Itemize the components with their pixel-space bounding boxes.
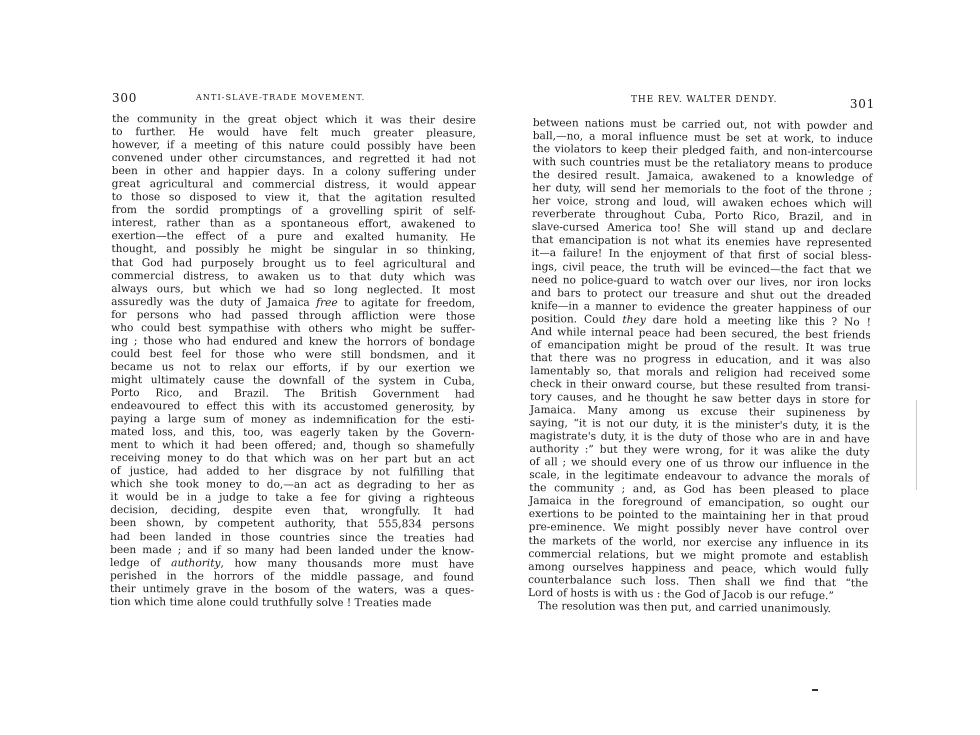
right-running-head xyxy=(535,93,875,111)
text-line: assuredly was the duty of Jamaica free to agitate for freedom, xyxy=(111,295,476,310)
text-line: the violators to keep their pledged faith, and non-intercourse xyxy=(532,143,873,159)
text-line: to further. He would have felt much greater pleasure, xyxy=(111,126,476,140)
text-line: need no police-guard to watch over our lives, nor iron locks xyxy=(531,273,872,290)
text-line: convened under other circumstances, and regretted it had not xyxy=(111,152,476,166)
left-running-head xyxy=(112,93,474,107)
text-line: their untimely grave in the bosom of the waters, was a ques- xyxy=(109,582,474,597)
text-line: thought, and possibly he might be singular in so thinking, xyxy=(111,243,476,258)
text-line: slave-cursed America too! She will stand up and declare xyxy=(531,221,872,237)
left-body-text xyxy=(110,113,476,610)
text-line: which she took money to do,—an act as degrading to her as xyxy=(110,478,475,492)
text-line: became us not to relax our efforts, if by our exertion we xyxy=(110,360,475,375)
text-line: Jamaica in the foreground of emancipation, so ought our xyxy=(528,495,870,511)
text-line: magistrate's duty, it is the duty of those who are in and have xyxy=(529,430,870,446)
text-line: that there was no progress in education, and it was also xyxy=(530,351,871,368)
text-line: to those so disposed to view it, that the agitation resulted xyxy=(111,191,476,205)
text-line: of justice, had added to her disgrace by not fulfilling that xyxy=(110,465,475,479)
text-line: of emancipation might be proud of the result. It was true xyxy=(530,338,871,355)
text-line: reverberate throughout Cuba, Porto Rico, Brazil, and in xyxy=(531,208,873,224)
text-line: it—a failure! In the enjoyment of that first of social bless- xyxy=(531,247,872,264)
text-line: counterbalance such loss. Then shall we find that “the xyxy=(528,573,869,590)
text-line: commercial relations, but we might promote and establish xyxy=(528,547,869,564)
text-line: mated loss, and this, too, was eagerly taken by the Govern- xyxy=(110,426,475,440)
text-line: that God had purposely brought us to feel agricultural and xyxy=(111,256,476,271)
text-line: tion which time alone could truthfully solve ! Treaties made xyxy=(109,595,432,610)
text-line: commercial distress, to awaken us to that duty which was xyxy=(111,269,476,284)
text-line: ings, civil peace, the truth will be evinced—the fact that we xyxy=(531,260,872,277)
text-line: check in their onward course, but these resulted from transi- xyxy=(530,377,871,394)
text-line: Lord of hosts is with us : the God of Jacob is our refuge.” xyxy=(527,586,834,602)
text-line: Porto Rico, and Brazil. The British Government had xyxy=(110,386,475,401)
text-line: from the sordid promptings of a grovelling spirit of self- xyxy=(111,204,476,218)
text-line: endeavoured to effect this with its accustomed generosity, by xyxy=(110,400,475,414)
text-line: ball,—no, a moral influence must be set at work, to induce xyxy=(532,130,873,146)
text-line: scale, in the legitimate endeavour to advance the morals of xyxy=(529,469,870,485)
text-line: who could best sympathise with others who might be suffer- xyxy=(111,321,476,336)
text-line: the desired result. Jamaica, awakened to a knowledge of xyxy=(532,169,873,185)
text-line: saying, “it is not our duty, it is the minister's duty, it is the xyxy=(529,417,870,433)
text-line: been in other and happier days. In a colony suffering under xyxy=(111,165,476,179)
text-line: The resolution was then put, and carried unanimously. xyxy=(537,599,832,615)
text-line: it would be in a judge to take a fee for giving a righteous xyxy=(110,491,475,505)
scan-margin-line xyxy=(916,400,917,490)
text-line: might ultimately cause the downfall of the system in Cuba, xyxy=(110,373,475,388)
text-line: could best feel for those who were still bondsmen, and it xyxy=(110,347,475,362)
right-running-title: THE REV. WALTER DENDY. xyxy=(631,95,778,105)
text-line: been made ; and if so many had been landed under the know- xyxy=(110,543,475,558)
text-line: for persons who had passed through affliction were those xyxy=(111,308,476,323)
right-body-text xyxy=(528,117,873,616)
text-line: position. Could they dare hold a meeting like this ? No ! xyxy=(530,312,871,329)
text-line: lamentably so, that morals and religion had received some xyxy=(530,364,871,381)
text-line: her duty, will send her memorials to the foot of the throne ; xyxy=(532,182,873,198)
text-line: the community ; and, as God has been pleased to place xyxy=(529,482,870,498)
left-page-number: 300 xyxy=(112,91,138,105)
text-line: paying a large sum of money as indemnification for the esti- xyxy=(110,413,475,427)
text-line: tory causes, and he thought he saw better days in store for xyxy=(530,390,871,407)
text-line: among ourselves happiness and peace, which would fully xyxy=(528,560,869,577)
text-line: knife—in a manner to evidence the greater happiness of our xyxy=(530,299,872,316)
text-line: that emancipation is not what its enemies have represented xyxy=(531,234,872,250)
text-line: however, if a meeting of this nature could possibly have been xyxy=(111,139,476,153)
text-line: Jamaica. Many among us excuse their supineness by xyxy=(529,404,870,420)
text-line: exertion—the effect of a pure and exalted humanity. He xyxy=(111,230,476,245)
text-line: of all ; we should every one of us throw our influence in the xyxy=(529,456,870,472)
text-line: ment to which it had been offered; and, though so shamefully xyxy=(110,439,475,453)
text-line: interest, rather than as a spontaneous effort, awakened to xyxy=(111,217,476,231)
text-line: the markets of the world, nor exercise any influence in its xyxy=(528,534,869,551)
text-line: And while internal peace had been secured, the best friends xyxy=(530,325,871,342)
text-line: perished in the horrors of the middle passage, and found xyxy=(109,569,475,584)
left-running-title: ANTI-SLAVE-TRADE MOVEMENT. xyxy=(196,93,366,102)
text-line: great agricultural and commercial distress, it would appear xyxy=(111,178,476,192)
text-line: her voice, strong and loud, will awaken echoes which will xyxy=(532,195,873,211)
text-line: ledge of authority, how many thousands more must have xyxy=(110,556,475,571)
text-line: and bars to protect our treasure and shut out the dreaded xyxy=(531,286,872,303)
text-line: with such countries must be the retaliatory means to produce xyxy=(532,156,873,172)
text-line: the community in the great object which it was their desire xyxy=(111,113,476,127)
right-page-number: 301 xyxy=(849,97,875,111)
text-line: authority :” but they were wrong, for it was alike the duty xyxy=(529,443,870,459)
text-line: receiving money to do that which was on her part but an act xyxy=(110,452,475,466)
text-line: between nations must be carried out, not with powder and xyxy=(532,117,873,133)
text-line: been shown, by competent authority, that 555,834 persons xyxy=(110,517,475,532)
text-line: had been landed in those countries since the treaties had xyxy=(110,530,475,545)
text-line: ing ; those who had endured and knew the horrors of bondage xyxy=(110,334,476,349)
text-line: decision, deciding, despite even that, wrongfully. It had xyxy=(110,504,475,518)
text-line: exertions to be pointed to the maintaining her in that proud xyxy=(528,508,869,524)
scan-mark xyxy=(812,689,818,691)
text-line: pre-eminence. We might possibly never have control over xyxy=(528,521,869,537)
text-line: always ours, but which we had so long neglected. It most xyxy=(111,282,476,297)
